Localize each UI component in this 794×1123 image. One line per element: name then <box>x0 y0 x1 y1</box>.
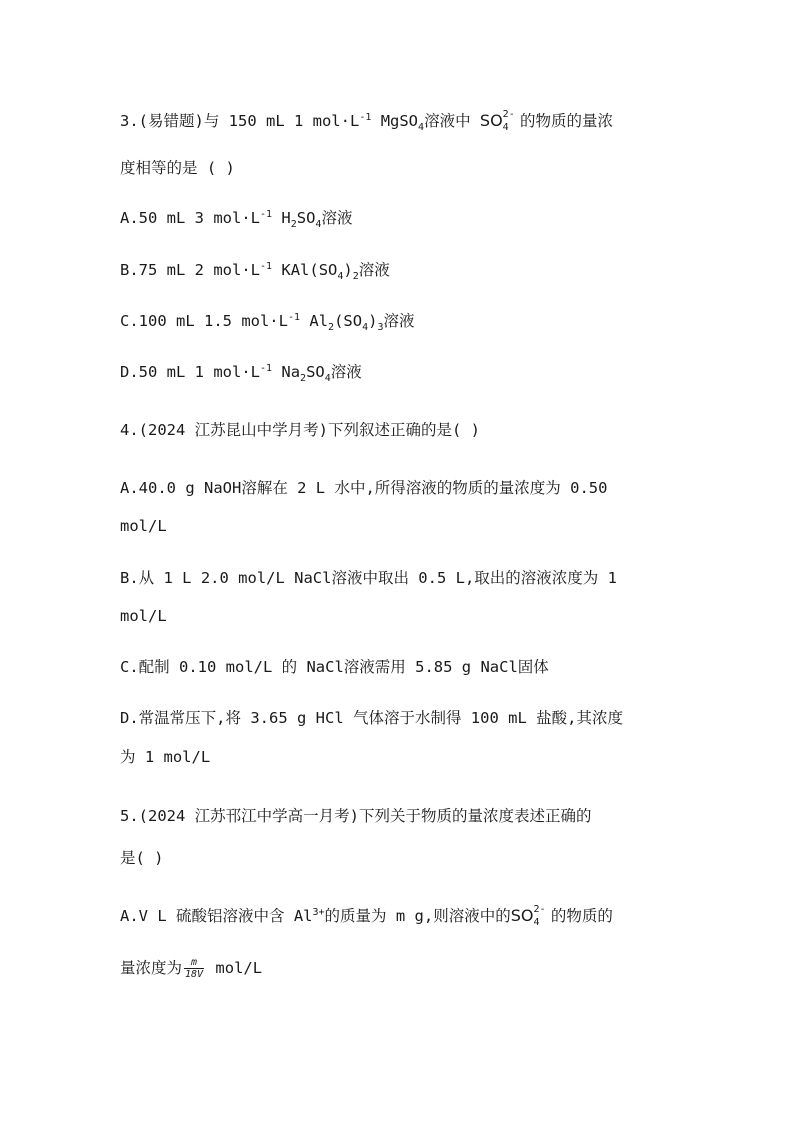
sulfate-ion: SO <box>510 906 534 925</box>
q5-stem-line1: 5.(2024 江苏邗江中学高一月考)下列关于物质的量浓度表述正确的 <box>120 807 592 825</box>
q3-option-a: A.50 mL 3 $mol\cdot L^{-1}$ $H_2SO_4$溶液 <box>120 208 353 231</box>
q4-option-b-line1: B.从 1 L 2.0 mol/L NaCl溶液中取出 0.5 L,取出的溶液浓度为 1 <box>120 569 617 587</box>
q5-option-a-line1: A.V L 硫酸铝溶液中含 $Al^{3+}$的质量为 m g,则溶液中的SO 2- 4 的物质的 <box>120 904 613 928</box>
q4-option-a-line2: mol/L <box>120 517 167 535</box>
q3-option-b: B.75 mL 2 $mol\cdot L^{-1}$ $KAl(SO_4)_2$溶液 <box>120 260 390 283</box>
q4-option-a-line1: A.40.0 g NaOH溶解在 2 L 水中,所得溶液的物质的量浓度为 0.50 <box>120 479 608 497</box>
sulfate-ion: SO <box>479 111 503 130</box>
q3-stem-line2: 度相等的是 ( ) <box>120 159 235 177</box>
q4-option-b-line2: mol/L <box>120 607 167 625</box>
q5-option-a-line2: 量浓度为 $\frac{m}{18V}$ mol/L <box>120 957 263 980</box>
q4-option-c: C.配制 0.10 mol/L 的 NaCl溶液需用 5.85 g NaCl固体 <box>120 658 549 676</box>
q4-stem: 4.(2024 江苏昆山中学月考)下列叙述正确的是( ) <box>120 421 480 439</box>
fraction-m-over-18v: $\frac{m}{18V}$ <box>185 957 204 980</box>
q5-stem-line2: 是( ) <box>120 849 164 867</box>
q4-option-d-line2: 为 1 mol/L <box>120 748 211 766</box>
q3-option-c: C.100 mL 1.5 $mol\cdot L^{-1}$ $Al_2(SO_4)_3$溶液 <box>120 311 415 334</box>
q3-option-d: D.50 mL 1 $mol\cdot L^{-1}$ $Na_2SO_4$溶液 <box>120 362 362 385</box>
q4-option-d-line1: D.常温常压下,将 3.65 g HCl 气体溶于水制得 100 mL 盐酸,其浓度 <box>120 709 623 727</box>
q3-stem-line1: 3.(易错题)与 150 mL 1 $mol\cdot L^{-1}$ MgSO$_4$溶液中 SO 2- 4 的物质的量浓 <box>120 109 614 134</box>
